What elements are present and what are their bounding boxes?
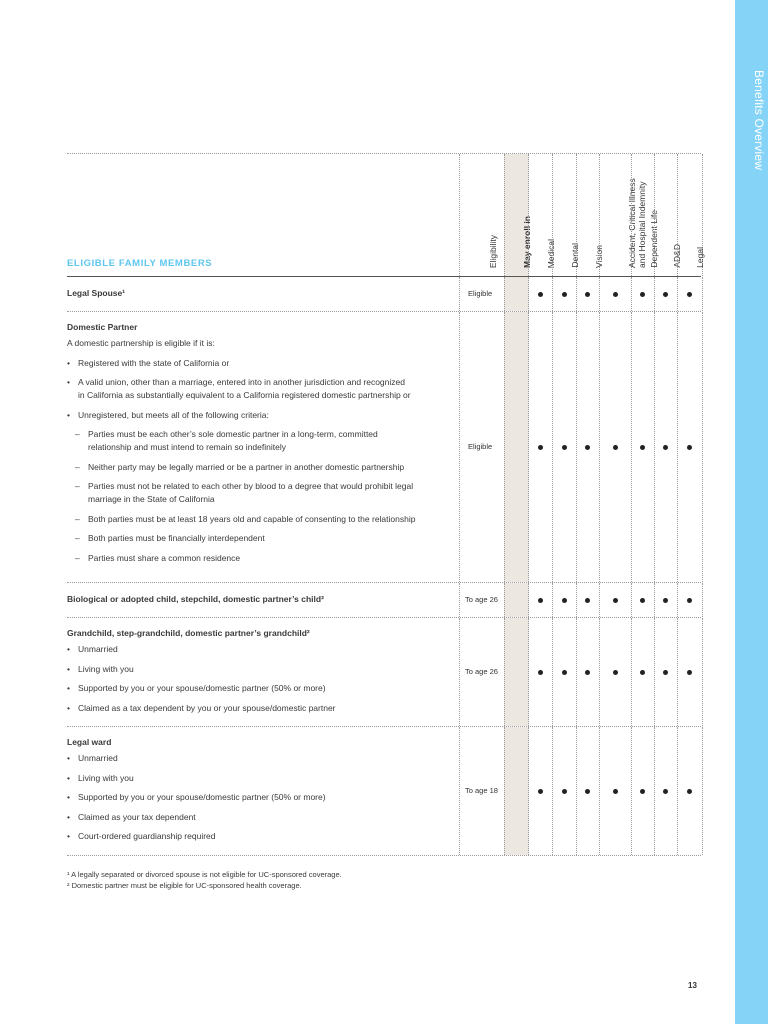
description-text: Living with you xyxy=(78,663,134,674)
description-text: Claimed as a tax dependent by you or your spouse/domestic partner xyxy=(78,702,336,713)
dash-icon: – xyxy=(75,481,80,491)
table-row xyxy=(67,312,701,583)
enrollment-dot-adnd xyxy=(663,292,668,297)
eligibility-value: Eligible xyxy=(468,442,493,451)
row-title: Domestic Partner xyxy=(67,322,138,332)
column-header-dental xyxy=(552,154,580,276)
enrollment-dot-dependent-life xyxy=(640,789,645,794)
table-title: ELIGIBLE FAMILY MEMBERS xyxy=(67,258,213,269)
bullet-icon: • xyxy=(67,792,70,802)
row-title: Biological or adopted child, stepchild, domestic partner’s child² xyxy=(67,594,324,604)
description-line xyxy=(67,337,215,350)
enrollment-dot-dependent-life xyxy=(640,292,645,297)
eligibility-value: To age 18 xyxy=(465,786,498,795)
enrollment-dot-vision xyxy=(585,670,590,675)
enrollment-dot-legal xyxy=(687,445,692,450)
cell-may-enroll-in xyxy=(504,583,529,617)
enrollment-dot-adnd xyxy=(663,789,668,794)
enrollment-dot-dental xyxy=(562,445,567,450)
description-text: Supported by you or your spouse/domestic partner (50% or more) xyxy=(78,683,326,693)
row-title: Legal ward xyxy=(67,737,112,747)
enrollment-dot-accident-critical-illness xyxy=(613,670,618,675)
dash-icon: – xyxy=(75,461,80,472)
description-text: relationship and must intend to remain so indefinitely xyxy=(88,442,286,452)
enrollment-dot-dental xyxy=(562,292,567,297)
description-text: Both parties must be at least 18 years old and capable of consenting to the relationship xyxy=(88,513,416,524)
cell-may-enroll-in xyxy=(504,312,529,582)
enrollment-dot-legal xyxy=(687,598,692,603)
column-header-adnd xyxy=(654,154,682,276)
bullet-icon: • xyxy=(67,772,70,783)
enrollment-dot-medical xyxy=(538,598,543,603)
enrollment-dot-medical xyxy=(538,445,543,450)
table-row xyxy=(67,277,701,312)
column-header-label: Vision xyxy=(593,245,604,268)
enrollment-dot-medical xyxy=(538,789,543,794)
enrollment-dot-adnd xyxy=(663,670,668,675)
table-row xyxy=(67,727,701,856)
column-header-accident-critical-illness xyxy=(599,154,647,276)
enrollment-dot-medical xyxy=(538,670,543,675)
enrollment-dot-legal xyxy=(687,789,692,794)
footnote-2: ² Domestic partner must be eligible for UC-sponsored health coverage. xyxy=(67,881,302,890)
description-text: Living with you xyxy=(78,772,134,783)
column-header-may-enroll-in xyxy=(504,154,532,276)
column-header-legal xyxy=(677,154,703,276)
column-header-label: AD&D xyxy=(671,244,682,268)
enrollment-dot-vision xyxy=(585,292,590,297)
column-header-dependent-life xyxy=(631,154,659,276)
column-header-label: Dependent Life xyxy=(648,210,659,268)
enrollment-dot-dental xyxy=(562,598,567,603)
cell-may-enroll-in xyxy=(504,618,529,726)
cell-may-enroll-in xyxy=(504,727,529,855)
column-header-vision xyxy=(576,154,604,276)
footnote-1: ¹ A legally separated or divorced spouse is not eligible for UC-sponsored coverage. xyxy=(67,870,342,879)
bullet-icon: • xyxy=(67,831,70,841)
enrollment-dot-dependent-life xyxy=(640,670,645,675)
description-text: Unregistered, but meets all of the following criteria: xyxy=(78,409,269,420)
sidebar-title: Benefits Overview xyxy=(752,70,766,171)
column-header-label: Legal xyxy=(695,247,705,268)
dash-icon: – xyxy=(75,533,80,543)
dash-icon: – xyxy=(75,552,80,563)
description-text: Registered with the state of California or xyxy=(78,357,230,368)
description-text: A domestic partnership is eligible if it is: xyxy=(67,338,215,348)
column-header-label: Medical xyxy=(546,238,556,268)
description-text: Neither party may be legally married or be a partner in another domestic partnership xyxy=(88,461,405,472)
enrollment-dot-accident-critical-illness xyxy=(613,445,618,450)
enrollment-dot-dental xyxy=(562,789,567,794)
eligibility-value: To age 26 xyxy=(465,595,498,604)
enrollment-dot-vision xyxy=(585,445,590,450)
enrollment-dot-dental xyxy=(562,670,567,675)
description-text: Both parties must be financially interdependent xyxy=(88,533,265,543)
bullet-icon: • xyxy=(67,357,70,368)
column-header-label: Dental xyxy=(570,243,580,268)
row-title: Grandchild, step-grandchild, domestic partner’s grandchild² xyxy=(67,628,310,638)
description-text: Parties must not be related to each other by blood to a degree that would prohibit legal xyxy=(88,481,414,491)
column-header-eligibility xyxy=(459,154,505,276)
enrollment-dot-legal xyxy=(687,292,692,297)
eligibility-value: To age 26 xyxy=(465,667,498,676)
column-header-label: Eligibility xyxy=(487,234,498,268)
enrollment-dot-adnd xyxy=(663,598,668,603)
bullet-icon: • xyxy=(67,683,70,693)
bullet-icon: • xyxy=(67,644,70,654)
dash-icon: – xyxy=(75,513,80,524)
column-header-medical xyxy=(528,154,556,276)
description-text: Supported by you or your spouse/domestic partner (50% or more) xyxy=(78,792,326,802)
enrollment-dot-adnd xyxy=(663,445,668,450)
enrollment-dot-accident-critical-illness xyxy=(613,598,618,603)
enrollment-dot-vision xyxy=(585,598,590,603)
bullet-icon: • xyxy=(67,753,70,763)
bullet-icon: • xyxy=(67,702,70,713)
description-text: marriage in the State of California xyxy=(88,494,215,504)
table-row xyxy=(67,618,701,727)
dash-icon: – xyxy=(75,429,80,439)
row-title: Legal Spouse¹ xyxy=(67,288,126,298)
bullet-icon: • xyxy=(67,663,70,674)
table-row xyxy=(67,583,701,618)
bullet-icon: • xyxy=(67,377,70,387)
enrollment-dot-accident-critical-illness xyxy=(613,789,618,794)
bullet-icon: • xyxy=(67,811,70,822)
description-text: in California as substantially equivalent to a California registered domestic partnership or xyxy=(78,390,411,400)
page-number: 13 xyxy=(688,981,697,990)
description-text: Court-ordered guardianship required xyxy=(78,831,216,841)
column-header-label: May enroll in xyxy=(522,216,532,268)
enrollment-dot-legal xyxy=(687,670,692,675)
table-header xyxy=(67,153,705,277)
cell-may-enroll-in xyxy=(504,277,529,311)
enrollment-dot-dependent-life xyxy=(640,445,645,450)
enrollment-dot-accident-critical-illness xyxy=(613,292,618,297)
description-text: Unmarried xyxy=(78,644,118,654)
enrollment-dot-vision xyxy=(585,789,590,794)
eligibility-table xyxy=(67,153,705,856)
description-text: A valid union, other than a marriage, entered into in another jurisdiction and recognized xyxy=(78,377,405,387)
eligibility-value: Eligible xyxy=(468,289,493,298)
description-text: Parties must be each other’s sole domestic partner in a long-term, committed xyxy=(88,429,378,439)
description-text: Claimed as your tax dependent xyxy=(78,811,196,822)
column-header-label: Accident, Critical Illness and Hospital Indemnity xyxy=(627,178,647,268)
enrollment-dot-medical xyxy=(538,292,543,297)
enrollment-dot-dependent-life xyxy=(640,598,645,603)
footnotes xyxy=(67,869,342,891)
description-text: Parties must share a common residence xyxy=(88,552,241,563)
description-text: Unmarried xyxy=(78,753,118,763)
bullet-icon: • xyxy=(67,409,70,420)
